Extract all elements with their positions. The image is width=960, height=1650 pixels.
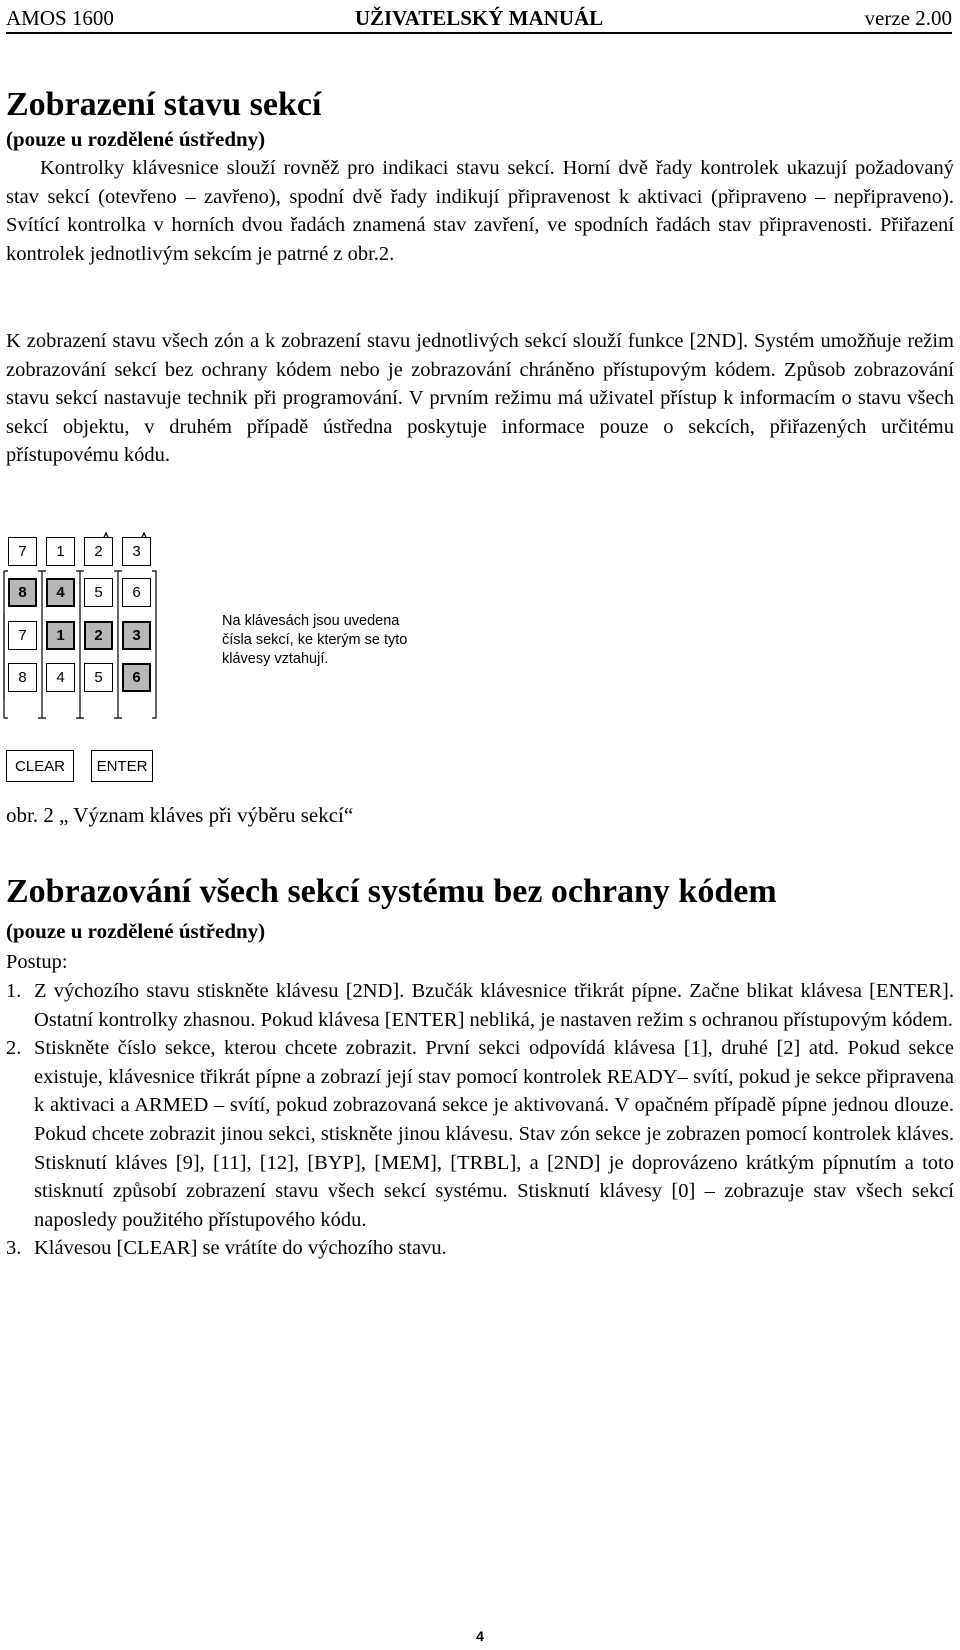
key-3[interactable]: 3 [122,537,151,566]
section-subtitle: (pouze u rozdělené ústředny) [6,919,266,943]
key-7[interactable]: 7 [8,537,37,566]
step-number: 3. [6,1237,22,1260]
keypad-figure [0,520,420,790]
step-number: 2. [6,1037,22,1060]
section-title-zobrazeni-stavu-sekci: Zobrazení stavu sekcí [6,86,322,123]
procedure-step [6,1234,954,1263]
section1-paragraph-1: Kontrolky klávesnice slouží rovněž pro indikaci stavu sekcí. Horní dvě řady kontrolek ukazují požadovaný stav sekcí (otevřeno – zavřeno), spodní dvě řady indikují připravenost k aktivaci (připraveno – nepřipraveno). Svítící kontrolka v horních dvou řadách znamená stav zavření, ve spodních řadách stav připravenosti. Přiřazení kontrolek jednotlivým sekcím je patrné z obr.2. [6,157,954,265]
section-subtitle: (pouze u rozdělené ústředny) [6,127,266,151]
key-8[interactable]: 8 [8,578,37,607]
section-title-zobrazovani-vsech-sekci: Zobrazování všech sekcí systému bez ochrany kódem [6,873,777,910]
key-1[interactable]: 1 [46,537,75,566]
figure-caption: obr. 2 „ Význam kláves při výběru sekcí“ [6,803,354,827]
key-3[interactable]: 3 [122,621,151,650]
step-text: Z výchozího stavu stiskněte klávesu [2ND]. Bzučák klávesnice třikrát pípne. Začne blikat klávesa [ENTER]. Ostatní kontrolky zhasnou. Pokud klávesa [ENTER] nebliká, je nastaven režim s ochranou přístupovým kódem. [34,980,954,1031]
procedure-steps [6,977,954,1263]
clear-key[interactable]: CLEAR [6,750,74,782]
step-number: 1. [6,980,22,1002]
section1-paragraph-2: K zobrazení stavu všech zón a k zobrazení stavu jednotlivých sekcí slouží funkce [2ND]. Systém umožňuje režim zobrazování sekcí bez ochrany kódem nebo je zobrazování chráněno přístupovým kódem. Způsob zobrazování stavu sekcí nastavuje technik při programování. V prvním režimu má uživatel přístup k informacím o stavu všech sekcí objektu, v druhém případě ústředna poskytuje informace pouze o sekcích, přiřazených určitému přístupovému kódu. [6,330,954,467]
key-5[interactable]: 5 [84,578,113,607]
key-4[interactable]: 4 [46,663,75,692]
procedure-step [6,1034,954,1234]
step-text: Klávesou [CLEAR] se vrátíte do výchozího stavu. [34,1237,447,1260]
key-2[interactable]: 2 [84,621,113,650]
key-6[interactable]: 6 [122,663,151,692]
key-6[interactable]: 6 [122,578,151,607]
procedure-step [6,977,954,1034]
keypad-note: Na klávesách jsou uvedena čísla sekcí, ke kterým se tyto klávesy vztahují. [222,613,408,667]
header-product: AMOS 1600 [6,6,114,30]
key-2[interactable]: 2 [84,537,113,566]
page-header [6,4,952,34]
header-title: UŽIVATELSKÝ MANUÁL [354,6,604,30]
key-8[interactable]: 8 [8,663,37,692]
key-5[interactable]: 5 [84,663,113,692]
page-number: 4 [476,1628,484,1644]
enter-key[interactable]: ENTER [91,750,153,782]
procedure-label: Postup: [6,951,68,973]
key-7[interactable]: 7 [8,621,37,650]
header-version: verze 2.00 [864,6,952,30]
step-text: Stiskněte číslo sekce, kterou chcete zobrazit. První sekci odpovídá klávesa [1], druhé [2] atd. Pokud sekce existuje, klávesnice třikrát pípne a zobrazí její stav pomocí kontrolek READY– svítí, pokud je sekce připravena k aktivaci a ARMED – svítí, pokud zobrazovaná sekce je aktivovaná. V opačném případě pípne jednou dlouze. Pokud chcete zobrazit jinou sekci, stiskněte jinou klávesu. Stav zón sekce je zobrazen pomocí kontrolek kláves. Stisknutí kláves [9], [11], [12], [BYP], [MEM], [TRBL], a [2ND] je doprovázeno krátkým pípnutím a toto stisknutí způsobí zobrazení stavu všech sekcí systému. Stisknutí klávesy [0] – zobrazuje stav všech sekcí naposledy použitého přístupového kódu. [34,1037,954,1231]
key-4[interactable]: 4 [46,578,75,607]
key-1[interactable]: 1 [46,621,75,650]
